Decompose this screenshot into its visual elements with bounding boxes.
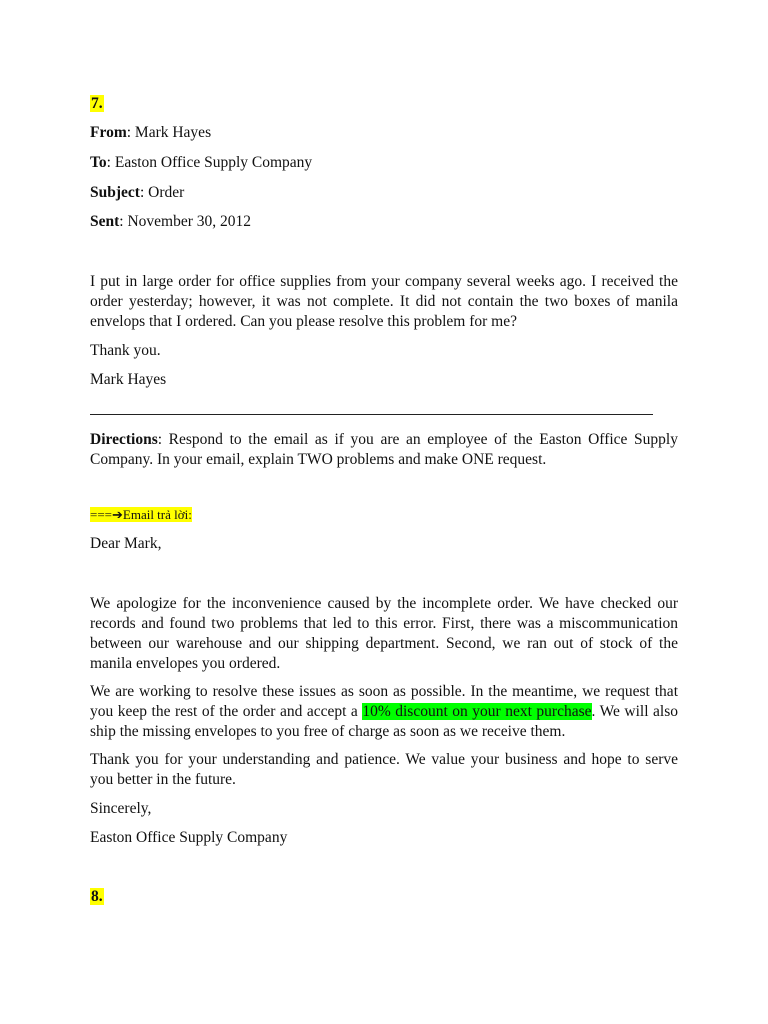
reply-closing: Sincerely, [90,800,152,817]
separator-line [90,414,653,415]
email-sent-line: Sent: November 30, 2012 [90,213,252,230]
email-from-line: From: Mark Hayes [90,124,212,141]
item-number-7: 7. [91,95,103,112]
reply-paragraph-1: We apologize for the inconvenience caused by the incomplete order. We have checked our records and found two problems that led to this error. First, there was a miscommunication between our warehouse and our shipping department. Second, we ran out of stock of the manila envelopes you ordered. [90,595,678,672]
reply-marker: ===➔Email trả lời: [90,507,192,522]
email-to-line: To: Easton Office Supply Company [90,154,313,171]
email-signature: Mark Hayes [90,371,167,388]
email-thanks: Thank you. [90,342,161,359]
discount-highlight: 10% discount on your next purchase [362,703,592,720]
reply-paragraph-2: We are working to resolve these issues as soon as possible. In the meantime, we request that you keep the rest of the order and accept a 10% discount on your next purchase. We will also ship the missing envelopes to you free of charge as soon as we receive them. [90,683,678,740]
reply-sender: Easton Office Supply Company [90,829,288,846]
directions-paragraph: Directions: Respond to the email as if you are an employee of the Easton Office Supply Company. In your email, explain TWO problems and make ONE request. [90,431,678,468]
email-body: I put in large order for office supplies from your company several weeks ago. I received the order yesterday; however, it was not complete. It did not contain the two boxes of manila envelops that I ordered. Can you please resolve this problem for me? [90,273,678,330]
reply-greeting: Dear Mark, [90,535,162,552]
reply-paragraph-3: Thank you for your understanding and patience. We value your business and hope to serve you better in the future. [90,751,678,788]
email-subject-line: Subject: Order [90,184,185,201]
item-number-8: 8. [91,888,103,905]
